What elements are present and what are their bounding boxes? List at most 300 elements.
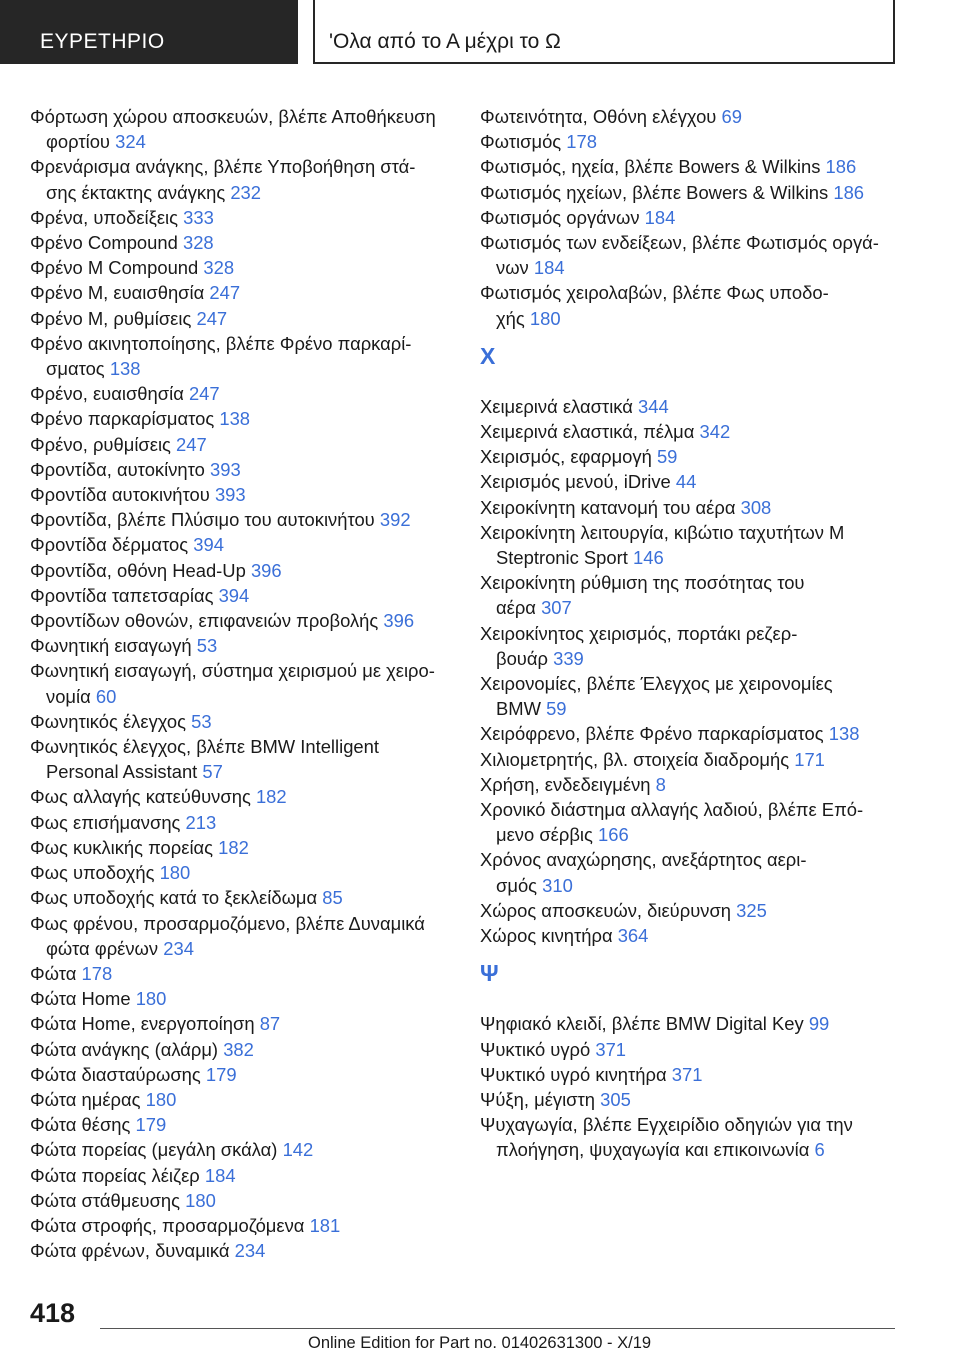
index-entry [30,154,450,204]
index-entry [480,1011,925,1036]
page-reference-link[interactable]: 393 [214,484,246,506]
index-entry-line [30,911,450,936]
index-entry-line [46,129,450,154]
index-entry [480,419,925,444]
index-entry-text: νων [496,257,529,279]
index-entry-text: Φρένο M, ρυθμίσεις [30,307,192,329]
index-entry-text: Χειροκίνητη ρύθμιση της ποσότητας του [480,572,805,594]
index-entry [30,507,450,532]
page-reference-link[interactable]: 138 [219,408,251,430]
index-entry-text: Φώτα [30,962,77,984]
page-reference-link[interactable]: 328 [182,232,214,254]
index-entry-text: νομία [46,685,91,707]
index-entry-line [30,255,450,280]
index-entry-text: Φώτα στάθμευσης [30,1189,181,1211]
index-entry-text: Ψυκτικό υγρό [480,1038,591,1060]
index-entry [480,520,925,570]
page-reference-link[interactable]: 392 [379,509,411,531]
index-entry [30,482,450,507]
subtitle-tab [313,0,895,64]
page-reference-link[interactable]: 60 [95,685,117,707]
index-entry-line [30,860,450,885]
index-entry [480,205,925,230]
index-entry-text: Φως αλλαγής κατεύθυνσης [30,786,251,808]
page-reference-link[interactable]: 186 [833,181,865,203]
index-entry-line [46,936,450,961]
index-entry-text: Φώτα ημέρας [30,1088,141,1110]
page-reference-link[interactable]: 325 [736,899,767,921]
index-entry-text: Φρένο Compound [30,232,178,254]
index-entry [30,406,450,431]
index-entry [30,457,450,482]
page-reference-link[interactable]: 179 [135,1114,167,1136]
index-entry-line [480,570,925,595]
index-entry-line [30,835,450,860]
index-entry [480,847,925,897]
index-entry-line [30,381,450,406]
index-entry-text: Χώρος αποσκευών, διεύρυνση [480,899,732,921]
index-entry-line [496,545,925,570]
index-entry-text: Φως υποδοχής κατά το ξεκλείδωμα [30,887,318,909]
index-entry [30,1213,450,1238]
index-entry-text: Φώτα θέσης [30,1114,131,1136]
index-entry [480,104,925,129]
index-entry-text: Steptronic Sport [496,547,628,569]
index-entry-line [480,129,925,154]
page-reference-link[interactable]: 328 [203,257,235,279]
page-reference-link[interactable]: 180 [159,862,191,884]
index-entry [30,104,450,154]
page-reference-link[interactable]: 180 [529,307,561,329]
index-entry [30,885,450,910]
index-entry-text: Φροντίδα, αυτοκίνητο [30,458,205,480]
index-entry-text: Φωτισμός ηχείων, βλέπε Bowers & Wilkins [480,181,829,203]
page-reference-link[interactable]: 247 [176,433,207,455]
index-entry-text: Φωνητικός έλεγχος [30,710,187,732]
index-entry [480,1037,925,1062]
index-entry [30,1137,450,1162]
index-entry [480,129,925,154]
index-entry [30,961,450,986]
index-entry-text: Χειμερινά ελαστικά [480,395,633,417]
index-entry-line [480,797,925,822]
index-entry [30,1163,450,1188]
index-entry-line [30,734,450,759]
section-tab [0,0,298,64]
index-entry-line [480,621,925,646]
index-entry [30,784,450,809]
index-entry [30,205,450,230]
index-entry [480,154,925,179]
page-reference-link[interactable]: 394 [193,534,224,556]
index-entry-text: Φροντίδα δέρματος [30,534,189,556]
index-entry-line [480,923,925,948]
page-reference-link[interactable]: 138 [109,358,141,380]
page-reference-link[interactable]: 85 [322,887,343,909]
index-entry-text: Χειρόφρενο, βλέπε Φρένο παρκαρίσματος [480,723,824,745]
page-reference-link[interactable]: 396 [383,610,415,632]
index-entry [480,180,925,205]
page-reference-link[interactable]: 180 [135,988,167,1010]
index-entry-text: Χειροκίνητη λειτουργία, κιβώτιο ταχυτήτων M [480,521,845,543]
index-entry-line [30,810,450,835]
index-entry-line [480,520,925,545]
page-reference-link[interactable]: 247 [188,383,220,405]
index-entry [480,570,925,620]
index-entry-line [480,772,925,797]
index-entry-line [30,1112,450,1137]
page-reference-link[interactable]: 234 [234,1240,266,1262]
index-entry-line [30,1137,450,1162]
page-reference-link[interactable]: 308 [740,496,772,518]
index-entry [480,797,925,847]
index-entry-line [480,1087,925,1112]
index-entry-line [30,658,450,683]
page-reference-link[interactable]: 344 [638,395,669,417]
index-entry [30,709,450,734]
index-entry-line [496,1137,925,1162]
page-reference-link[interactable]: 333 [183,206,214,228]
page-reference-link[interactable]: 166 [598,824,629,846]
page-reference-link[interactable]: 247 [209,282,241,304]
index-entry-text: Ψυχαγωγία, βλέπε Εγχειρίδιο οδηγιών για την [480,1114,853,1136]
index-entry-line [46,180,450,205]
index-entry [30,608,450,633]
index-entry [480,280,925,330]
page-reference-link[interactable]: 396 [250,559,282,581]
page-reference-link[interactable]: 99 [808,1013,830,1035]
index-entry-text: σμός [496,874,538,896]
index-entry-line [30,406,450,431]
page-reference-link[interactable]: 364 [617,925,649,947]
index-entry-text: Φως κυκλικής πορείας [30,836,214,858]
page-reference-link[interactable]: 178 [81,962,113,984]
index-entry-text: Φώτα Home [30,988,131,1010]
page-reference-link[interactable]: 371 [671,1063,703,1085]
index-entry [30,986,450,1011]
index-entry-line [480,469,925,494]
index-entry-line [30,633,450,658]
index-entry-text: Ψηφιακό κλειδί, βλέπε BMW Digital Key [480,1013,804,1035]
index-entry-text: BMW [496,698,541,720]
index-entry [30,280,450,305]
page-number: 418 [30,1298,76,1328]
index-entry-text: Χειμερινά ελαστικά, πέλμα [480,421,695,443]
page-reference-link[interactable]: 342 [699,421,731,443]
index-entry [480,495,925,520]
index-entry [30,1188,450,1213]
index-entry-line [30,986,450,1011]
index-entry-text: φώτα φρένων [46,937,159,959]
index-entry-line [496,595,925,620]
index-entry-line [30,1163,450,1188]
index-entry-line [480,154,925,179]
index-entry-text: Χώρος κινητήρα [480,925,613,947]
index-entry-line [480,280,925,305]
index-entry-text: Φρένο παρκαρίσματος [30,408,215,430]
index-entry-text: Φώτα πορείας λέιζερ [30,1164,200,1186]
index-entry [30,633,450,658]
page-reference-link[interactable]: 146 [633,547,664,569]
index-entry-line [30,1238,450,1263]
index-entry-text: Φώτα Home, ενεργοποίηση [30,1013,255,1035]
index-entry-line [30,154,450,179]
index-entry-text: Φώτα ανάγκης (αλάρμ) [30,1038,219,1060]
index-entry-line [30,280,450,305]
page-reference-link[interactable]: 180 [185,1189,216,1211]
index-entry-text: Φροντίδα, βλέπε Πλύσιμο του αυτοκινήτου [30,509,375,531]
index-entry-text: Φωτισμός χειρολαβών, βλέπε Φως υποδο- [480,282,829,304]
index-entry-text: σματος [46,358,105,380]
index-entry-line [480,104,925,129]
page-reference-link[interactable]: 305 [600,1088,631,1110]
index-letter-heading: Χ [480,342,496,369]
page-reference-link[interactable]: 184 [644,206,676,228]
page-reference-link[interactable]: 307 [541,597,572,619]
index-entry-text: Χειροκίνητη κατανομή του αέρα [480,496,736,518]
index-entry-line [480,205,925,230]
index-entry-line [30,331,450,356]
index-entry-line [480,847,925,872]
page-reference-link[interactable]: 53 [196,635,218,657]
index-entry [480,721,925,746]
index-entry [480,1112,925,1162]
index-entry [480,394,925,419]
index-entry-text: Φώτα διασταύρωσης [30,1063,201,1085]
index-entry-line [480,394,925,419]
page-reference-link[interactable]: 180 [145,1088,177,1110]
index-entry-line [30,558,450,583]
index-entry-text: Φως φρένου, προσαρμοζόμενο, βλέπε Δυναμικά [30,912,425,934]
index-entry [30,835,450,860]
index-entry-line [480,495,925,520]
footer-divider [100,1328,895,1329]
index-entry-text: Χειρονομίες, βλέπε Έλεγχος με χειρονομίες [480,673,833,695]
index-entry-text: βουάρ [496,647,548,669]
index-entry-text: Φως επισήμανσης [30,811,181,833]
index-column-left [30,104,450,1263]
index-entry-line [30,1087,450,1112]
index-entry-line [30,885,450,910]
index-entry [30,331,450,381]
section-subtitle: 'Ολα από το Α μέχρι το Ω [329,30,561,53]
index-entry [480,747,925,772]
index-entry [30,658,450,708]
page-reference-link[interactable]: 142 [282,1139,314,1161]
index-entry-text: πλοήγηση, ψυχαγωγία και επικοινωνία [496,1139,810,1161]
index-entry [30,1112,450,1137]
index-entry-line [46,759,450,784]
index-entry [30,911,450,961]
page-reference-link[interactable]: 234 [163,937,194,959]
page-reference-link[interactable]: 179 [205,1063,237,1085]
index-entry-line [496,306,925,331]
page-reference-link[interactable]: 324 [115,131,146,153]
index-entry-text: φορτίου [46,131,110,153]
page-reference-link[interactable]: 371 [595,1038,627,1060]
index-entry-line [30,104,450,129]
index-entry-line [30,306,450,331]
index-entry-line [30,1037,450,1062]
index-entry-text: Φωνητική εισαγωγή, σύστημα χειρισμού με χειρο- [30,660,435,682]
index-entry-line [480,180,925,205]
page-reference-link[interactable]: 184 [204,1164,236,1186]
index-entry-line [30,507,450,532]
index-entry-text: Χρονικό διάστημα αλλαγής λαδιού, βλέπε Επό- [480,799,864,821]
index-entry-line [30,1011,450,1036]
index-entry-line [30,205,450,230]
index-entry-text: Φωτισμός οργάνων [480,206,640,228]
index-entry-text: Φωνητικός έλεγχος, βλέπε BMW Intelligent [30,736,379,758]
page-reference-link[interactable]: 382 [223,1038,254,1060]
index-entry-line [30,961,450,986]
index-entry [30,306,450,331]
index-entry-line [480,444,925,469]
index-entry [30,230,450,255]
index-entry-text: Φόρτωση χώρου αποσκευών, βλέπε Αποθήκευση [30,106,436,127]
index-entry [30,860,450,885]
page-reference-link[interactable]: 44 [675,471,697,493]
index-entry-line [496,646,925,671]
index-entry-text: Φως υποδοχής [30,862,155,884]
index-entry-line [30,1062,450,1087]
index-entry-text: αέρα [496,597,536,619]
index-letter-heading: Ψ [480,960,499,987]
index-entry-text: Φροντίδα, οθόνη Head-Up [30,559,246,581]
page-reference-link[interactable]: 59 [546,698,567,720]
index-entry [480,469,925,494]
index-entry [480,898,925,923]
index-entry [480,1087,925,1112]
page-reference-link[interactable]: 232 [230,181,261,203]
index-entry-line [30,482,450,507]
index-entry-text: Φρένο ακινητοποίησης, βλέπε Φρένο παρκαρί- [30,332,412,354]
index-entry-text: Φωτισμός [480,131,562,153]
index-entry [30,1037,450,1062]
index-entry-line [30,709,450,734]
index-entry-line [480,1011,925,1036]
page-reference-link[interactable]: 53 [191,710,212,732]
index-entry-text: Χειροκίνητος χειρισμός, πορτάκι ρεζερ- [480,622,798,644]
page-reference-link[interactable]: 59 [656,446,678,468]
index-entry-text: Φρένο, ευαισθησία [30,383,184,405]
index-entry-line [480,230,925,255]
index-entry-line [480,1112,925,1137]
index-entry-text: Personal Assistant [46,761,198,783]
page-reference-link[interactable]: 182 [218,836,249,858]
index-entry-text: Φωτεινότητα, Οθόνη ελέγχου [480,106,717,127]
index-entry-line [30,583,450,608]
page-reference-link[interactable]: 87 [259,1013,281,1035]
index-entry-line [46,356,450,381]
index-entry-text: Φροντίδων οθονών, επιφανειών προβολής [30,610,379,632]
page-reference-link[interactable]: 247 [196,307,228,329]
index-entry-line [480,1037,925,1062]
page-reference-link[interactable]: 394 [218,584,250,606]
index-entry [30,558,450,583]
index-entry-text: Φωτισμός των ενδείξεων, βλέπε Φωτισμός οργά- [480,232,879,254]
index-entry-line [30,457,450,482]
index-entry [480,230,925,280]
page-reference-link[interactable]: 213 [185,811,217,833]
index-entry-text: Ψυκτικό υγρό κινητήρα [480,1063,667,1085]
index-entry-text: Φώτα φρένων, δυναμικά [30,1240,230,1262]
index-entry [480,923,925,948]
index-entry-text: Χειρισμός μενού, iDrive [480,471,671,493]
index-entry-text: Χειρισμός, εφαρμογή [480,446,652,468]
index-entry [30,1087,450,1112]
index-entry [30,583,450,608]
page-reference-link[interactable]: 6 [814,1139,825,1161]
index-entry-line [480,671,925,696]
index-entry [480,621,925,671]
index-entry-line [480,419,925,444]
index-entry [30,1062,450,1087]
index-entry-line [30,432,450,457]
index-entry-line [30,1188,450,1213]
index-entry-line [496,255,925,280]
edition-footer: Online Edition for Part no. 01402631300 - X/19 [308,1334,652,1352]
page-reference-link[interactable]: 181 [309,1214,341,1236]
index-entry [30,1011,450,1036]
page-reference-link[interactable]: 339 [553,647,584,669]
index-entry-text: Φρένο M Compound [30,257,199,279]
index-entry-line [496,873,925,898]
page-reference-link[interactable]: 171 [794,748,825,770]
index-entry-text: Χρήση, ενδεδειγμένη [480,773,651,795]
index-entry-text: χής [496,307,525,329]
page-reference-link[interactable]: 178 [566,131,597,153]
index-entry-text: σης έκτακτης ανάγκης [46,181,226,203]
page-reference-link[interactable]: 186 [825,156,857,178]
index-entry [480,671,925,721]
index-entry [30,255,450,280]
index-entry-text: Φροντίδα αυτοκινήτου [30,484,210,506]
page-reference-link[interactable]: 57 [202,761,223,783]
index-entry-line [480,721,925,746]
index-entry-line [480,898,925,923]
index-entry [30,532,450,557]
index-entry [30,381,450,406]
index-entry-line [30,230,450,255]
page-reference-link[interactable]: 184 [533,257,565,279]
page-reference-link[interactable]: 69 [721,106,742,127]
index-column-right [480,104,925,1163]
index-entry-line [496,696,925,721]
index-entry-text: Φρένο M, ευαισθησία [30,282,205,304]
index-entry [480,772,925,797]
index-entry-line [30,608,450,633]
index-entry-text: Φρένα, υποδείξεις [30,206,178,228]
page-reference-link[interactable]: 310 [542,874,573,896]
index-entry [480,1062,925,1087]
index-entry-text: Φωτισμός, ηχεία, βλέπε Bowers & Wilkins [480,156,821,178]
index-entry-line [496,822,925,847]
page-reference-link[interactable]: 8 [655,773,666,795]
index-entry-text: Χρόνος αναχώρησης, ανεξάρτητος αερι- [480,849,807,871]
index-entry-text: Φώτα πορείας (μεγάλη σκάλα) [30,1139,278,1161]
page-reference-link[interactable]: 182 [255,786,287,808]
page-reference-link[interactable]: 393 [209,458,241,480]
index-entry-line [30,1213,450,1238]
index-entry-line [30,532,450,557]
index-entry-text: Φώτα στροφής, προσαρμοζόμενα [30,1214,305,1236]
index-entry-text: Ψύξη, μέγιστη [480,1088,596,1110]
index-entry [30,432,450,457]
index-entry-line [30,784,450,809]
page-reference-link[interactable]: 138 [828,723,860,745]
index-entry-text: Φρένο, ρυθμίσεις [30,433,171,455]
